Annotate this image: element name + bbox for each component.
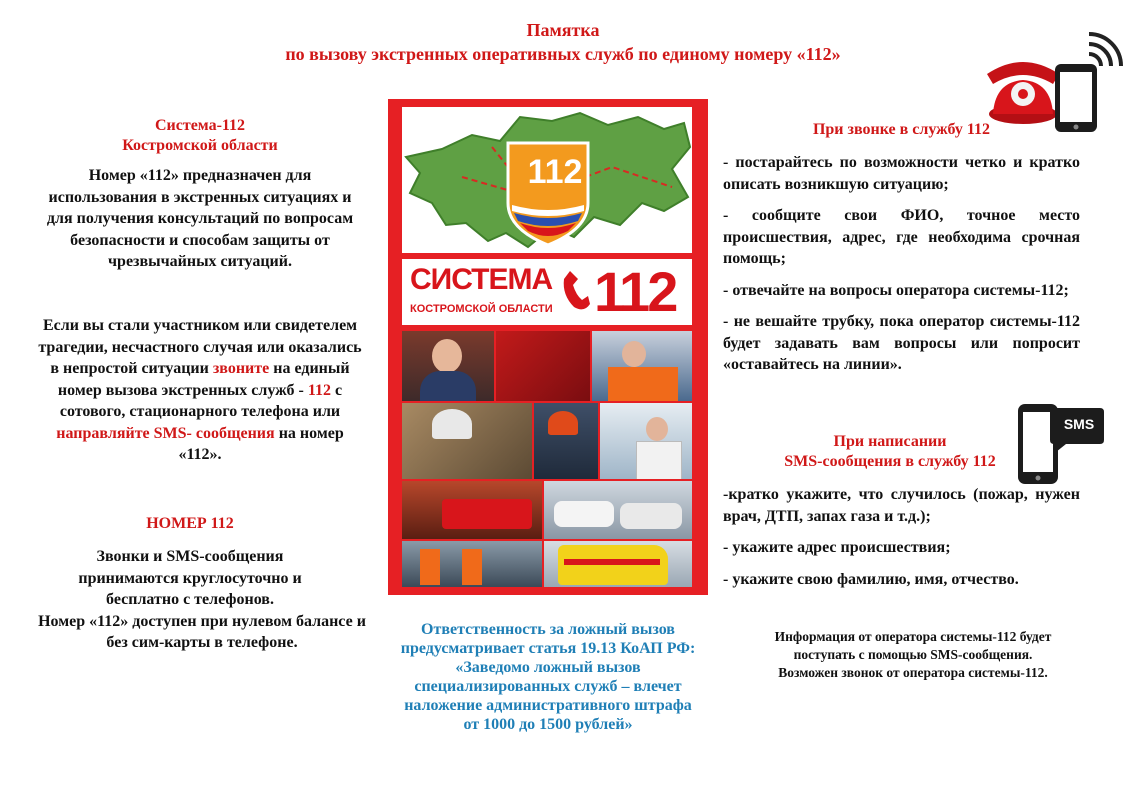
fine-line-2: предусматривает статья 19.13 КоАП РФ: xyxy=(400,640,696,657)
shield-number: 112 xyxy=(527,153,583,191)
sms-rules-list xyxy=(723,484,1080,590)
call-rules-title: При звонке в службу 112 xyxy=(812,121,991,138)
false-call-notice xyxy=(352,620,744,734)
photo-rescuer-car xyxy=(496,331,590,401)
call-highlight-call: звоните xyxy=(212,360,270,377)
sms-rule-item: - укажите свою фамилию, имя, отчество. xyxy=(723,570,1019,588)
number-info xyxy=(30,546,366,654)
brand-region: КОСТРОМСКОЙ ОБЛАСТИ xyxy=(410,303,553,315)
photo-call-center xyxy=(600,403,692,479)
sms-badge: SMS xyxy=(1063,416,1095,432)
call-instructions xyxy=(35,315,365,466)
photo-operator xyxy=(402,331,494,401)
call-highlight-sms: направляйте SMS- сообщения xyxy=(56,424,275,442)
sms-title-line-1: При написании xyxy=(833,433,947,450)
call-rule-item: - отвечайте на вопросы оператора системы-112; xyxy=(723,281,1069,299)
brand-number: 112 xyxy=(594,260,676,323)
call-text-3: с сотового, стационарного телефона или xyxy=(59,381,343,420)
intro-text: Номер «112» предназначен для использования в экстренных ситуациях и для получения консультаций по вопросам безопасности и способам защиты от чрезвычайных ситуаций. xyxy=(46,167,354,270)
photo-firefighter xyxy=(402,403,532,479)
fine-line-5: наложение административного штрафа xyxy=(404,697,692,714)
fine-line-1: Ответственность за ложный вызов xyxy=(421,621,675,638)
system-title-line-2: Костромской области xyxy=(122,137,278,154)
call-highlight-number: 112 xyxy=(307,381,331,399)
fine-line-6: от 1000 до 1500 рублей» xyxy=(463,716,633,733)
call-text-1: Если вы стали участником или свидетелем трагедии, несчастного случая или оказались в непростой ситуации xyxy=(38,317,362,377)
photo-emercom xyxy=(402,541,542,587)
system-title-line-1: Система-112 xyxy=(154,117,246,134)
photo-fire-truck xyxy=(402,481,542,539)
call-rule-item: - сообщите свои ФИО, точное место происшествия, адрес, где необходима срочная помощь; xyxy=(723,207,1080,267)
number-info-1: Звонки и SMS-сообщения принимаются круглосуточно и бесплатно с телефонов. xyxy=(78,548,302,608)
photo-ambulance xyxy=(544,541,692,587)
brand-panel xyxy=(402,259,692,325)
phones-icon xyxy=(985,30,1125,134)
system-title xyxy=(30,116,370,156)
info-line-3: Возможен звонок от оператора системы-112. xyxy=(778,665,1048,680)
system-112-poster xyxy=(388,99,708,595)
call-text-4: на номер «112». xyxy=(178,424,344,463)
call-rule-item: - постарайтесь по возможности четко и кратко описать возникшую ситуацию; xyxy=(723,154,1080,193)
call-rule-item: - не вешайте трубку, пока оператор системы-112 будет задавать вам вопросы или попросит «оставайтесь на линии». xyxy=(723,313,1080,373)
number-title: НОМЕР 112 xyxy=(146,515,234,532)
map-panel xyxy=(402,107,692,253)
photo-police-cars xyxy=(544,481,692,539)
operator-info xyxy=(728,628,1098,682)
title-line-1: Памятка xyxy=(526,20,600,40)
fine-line-4: специализированных служб – влечет xyxy=(414,678,682,695)
title-line-2: по вызову экстренных оперативных служб по единому номеру «112» xyxy=(285,44,841,64)
info-line-2: поступать с помощью SMS-сообщения. xyxy=(793,647,1033,662)
sms-title-line-2: SMS-сообщения в службу 112 xyxy=(784,453,996,470)
photo-dispatcher xyxy=(592,331,692,401)
sms-rule-item: - укажите адрес происшествия; xyxy=(723,539,951,556)
number-info-2: Номер «112» доступен при нулевом балансе и без сим-карты в телефоне. xyxy=(38,612,366,651)
sms-rules-title xyxy=(740,432,1040,472)
info-line-1: Информация от оператора системы-112 будет xyxy=(774,629,1052,644)
photo-rescue-team xyxy=(534,403,598,479)
call-text-2: на единый номер вызова экстренных служб - xyxy=(57,360,350,399)
brand-word: СИСТЕМА xyxy=(410,263,553,296)
fine-line-3: «Заведомо ложный вызов xyxy=(455,659,641,676)
call-rules-list xyxy=(723,152,1080,376)
sms-rule-item: -кратко укажите, что случилось (пожар, нужен врач, ДТП, запах газа и т.д.); xyxy=(723,486,1080,525)
handset-icon xyxy=(562,269,590,318)
page-title xyxy=(0,18,1126,66)
